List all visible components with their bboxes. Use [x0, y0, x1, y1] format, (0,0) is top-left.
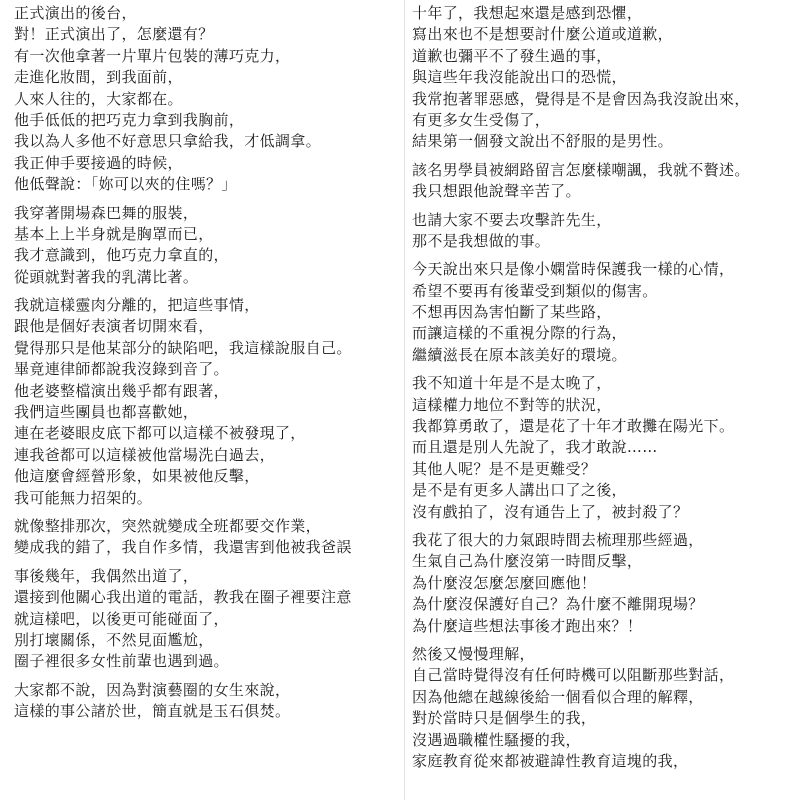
- text-line: 圈子裡很多女性前輩也遇到過。: [14, 652, 229, 671]
- text-line: 他這麼會經營形象，如果被他反擊，: [14, 467, 260, 486]
- text-line: 我都算勇敢了，還是花了十年才敢攤在陽光下。: [412, 417, 735, 436]
- text-line: 我就這樣靈肉分離的，把這些事情，: [14, 296, 260, 315]
- text-line: 覺得那只是他某部分的缺陷吧，我這樣說服自己。: [14, 338, 352, 357]
- text-line: 而且還是別人先說了，我才敢說……: [412, 438, 658, 457]
- text-line: 這樣的事公諸於世，簡直就是玉石俱焚。: [14, 702, 291, 721]
- text-line: 有一次他拿著一片單片包裝的薄巧克力，: [14, 46, 291, 65]
- paragraph: [14, 295, 400, 509]
- text-line: 有更多女生受傷了，: [412, 110, 551, 129]
- text-line: 我正伸手要接過的時候，: [14, 153, 183, 172]
- text-line: 道歉也彌平不了發生過的事，: [412, 46, 612, 65]
- text-line: 對！正式演出了，怎麼還有？: [14, 25, 214, 44]
- text-line: 我才意識到，他巧克力拿直的，: [14, 246, 229, 265]
- text-line: 跟他是個好表演者切開來看，: [14, 317, 214, 336]
- text-line: 十年了，我想起來還是感到恐懼，: [412, 4, 643, 22]
- text-line: 別打壞關係，不然見面尷尬，: [14, 630, 214, 649]
- text-line: 我以為人多他不好意思只拿給我，才低調拿。: [14, 132, 322, 151]
- text-line: 他手低低的把巧克力拿到我胸前，: [14, 110, 245, 129]
- text-line: 希望不要再有後輩受到類似的傷害。: [412, 281, 658, 300]
- text-line: 他低聲說：「妳可以夾的住嗎？」: [14, 175, 237, 194]
- text-line: 我不知道十年是不是太晚了，: [412, 374, 612, 393]
- text-line: 從頭就對著我的乳溝比著。: [14, 267, 199, 286]
- paragraph: [412, 3, 800, 153]
- text-line: 今天說出來只是像小嫻當時保護我一樣的心情，: [412, 260, 735, 279]
- paragraph: [412, 210, 800, 253]
- text-line: 對於當時只是個學生的我，: [412, 709, 597, 728]
- text-line: 繼續滋長在原本該美好的環境。: [412, 345, 627, 364]
- paragraph: [14, 680, 400, 723]
- text-line: 寫出來也不是想要討什麼公道或道歉，: [412, 25, 673, 44]
- text-line: 我只想跟他說聲辛苦了。: [412, 182, 581, 201]
- text-line: 畢竟連律師都說我沒錄到音了。: [14, 360, 229, 379]
- text-line: 那不是我想做的事。: [412, 231, 551, 250]
- text-line: 走進化妝間，到我面前，: [14, 68, 183, 87]
- text-line: 其他人呢？是不是更難受？: [412, 459, 597, 478]
- text-line: 變成我的錯了，我自作多情，我還害到他被我爸誤: [14, 538, 352, 557]
- text-line: 我穿著開場森巴舞的服裝，: [14, 203, 199, 222]
- text-line: 沒有戲拍了，沒有通告上了，被封殺了？: [412, 502, 689, 521]
- text-line: 然後又慢慢理解，: [412, 644, 535, 663]
- text-line: 這樣權力地位不對等的狀況，: [412, 395, 612, 414]
- text-line: 該名男學員被網路留言怎麼樣嘲諷，我就不贅述。: [412, 160, 750, 179]
- text-line: 不想再因為害怕斷了某些路，: [412, 303, 612, 322]
- paragraph: [412, 259, 800, 366]
- paragraph: [14, 516, 400, 559]
- text-line: 就這樣吧，以後更可能碰面了，: [14, 609, 229, 628]
- text-line: 自己當時覺得沒有任何時機可以阻斷那些對話，: [412, 666, 735, 685]
- left-text-column: [14, 0, 400, 800]
- text-line: 大家都不說，因為對演藝圈的女生來說，: [14, 680, 291, 699]
- text-line: 就像整排那次，突然就變成全班都要交作業，: [14, 516, 322, 535]
- text-line: 是不是有更多人講出口了之後，: [412, 481, 627, 500]
- right-text-column: [412, 0, 800, 800]
- text-line: 我花了很大的力氣跟時間去梳理那些經過，: [412, 530, 704, 549]
- paragraph: [14, 203, 400, 289]
- text-line: 為什麼沒怎麼怎麼回應他！: [412, 573, 597, 592]
- text-line: 我們這些團員也都喜歡她，: [14, 403, 199, 422]
- paragraph: [412, 530, 800, 637]
- text-line: 家庭教育從來都被避諱性教育這塊的我，: [412, 751, 689, 770]
- text-line: 還接到他關心我出道的電話，教我在圈子裡要注意: [14, 588, 352, 607]
- text-line: 人來人往的，大家都在。: [14, 89, 183, 108]
- text-line: 事後幾年，我偶然出道了，: [14, 566, 199, 585]
- column-divider: [404, 0, 405, 800]
- text-line: 沒遇過職權性騷擾的我，: [412, 730, 581, 749]
- paragraph: [412, 644, 800, 772]
- text-line: 他老婆整檔演出幾乎都有跟著，: [14, 381, 229, 400]
- text-line: 也請大家不要去攻擊許先生，: [412, 210, 612, 229]
- text-line: 因為他總在越線後給一個看似合理的解釋，: [412, 687, 704, 706]
- text-line: 我常抱著罪惡感，覺得是不是會因為我沒說出來，: [412, 89, 750, 108]
- text-line: 正式演出的後台，: [14, 4, 137, 22]
- text-line: 基本上上半身就是胸罩而已，: [14, 224, 214, 243]
- paragraph: [14, 566, 400, 673]
- text-line: 我可能無力招架的。: [14, 488, 153, 507]
- paragraph: [412, 160, 800, 203]
- text-line: 連在老婆眼皮底下都可以這樣不被發現了，: [14, 424, 306, 443]
- paragraph: [14, 3, 400, 196]
- text-line: 與這些年我沒能說出口的恐慌，: [412, 68, 627, 87]
- text-line: 結果第一個發文說出不舒服的是男性。: [412, 132, 673, 151]
- text-line: 為什麼沒保護好自己？為什麼不離開現場？: [412, 595, 704, 614]
- text-line: 生氣自己為什麼沒第一時間反擊，: [412, 552, 643, 571]
- text-line: 為什麼這些想法事後才跑出來？！: [412, 616, 643, 635]
- text-line: 連我爸都可以這樣被他當場洗白過去，: [14, 445, 275, 464]
- paragraph: [412, 373, 800, 523]
- text-line: 而讓這樣的不重視分際的行為，: [412, 324, 627, 343]
